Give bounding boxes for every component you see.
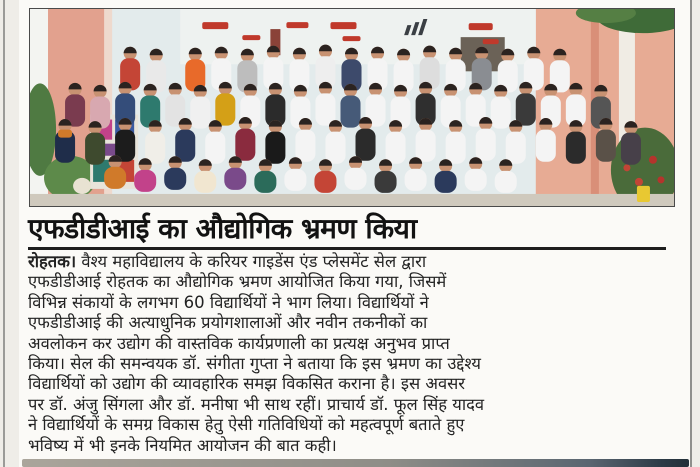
body-line: ने विद्यार्थियों के समग्र विकास हेतु ऐसी गतिविधियों को महत्वपूर्ण बताते हुए: [28, 415, 465, 435]
body-line: किया। सेल की समन्वयक डॉ. संगीता गुप्ता ने बताया कि इस भ्रमण का उद्देश्य: [28, 354, 481, 374]
group-photo: [29, 8, 675, 207]
clipping-right-edge: [690, 0, 692, 467]
body-line: भविष्य में भी इनके नियमित आयोजन की बात कही।: [28, 435, 337, 455]
body-line: विभिन्न संकायों के लगभग 60 विद्यार्थियों ने भाग लिया। विद्यार्थियों ने: [28, 292, 429, 312]
headline-underline: [28, 247, 666, 250]
body-line-text: वैश्य महाविद्यालय के करियर गाइडेंस एंड प्लेसमेंट सेल द्वारा: [76, 252, 427, 271]
next-clipping-edge: [22, 459, 689, 467]
body-line: विद्यार्थियों को उद्योग की व्यावहारिक समझ विकसित कराना है। इस अवसर: [28, 374, 466, 394]
article-headline: एफडीडीआई का औद्योगिक भ्रमण किया: [28, 212, 417, 245]
handbag: [73, 178, 91, 194]
body-line: एफडीडीआई की अत्याधुनिक प्रयोगशालाओं और नवीन तकनीकों का: [28, 313, 428, 333]
body-line: एफडीडीआई रोहतक का औद्योगिक भ्रमण आयोजित किया गया, जिसमें: [28, 272, 447, 292]
dateline: रोहतक।: [28, 252, 77, 271]
body-line: पर डॉ. अंजु सिंगला और डॉ. मनीषा भी साथ रहीं। प्राचार्य डॉ. फूल सिंह यादव: [28, 394, 485, 414]
article-body: [28, 252, 680, 456]
yellow-folder: [637, 186, 650, 202]
group-photo-illustration: [30, 9, 674, 206]
clipping-left-edge: [3, 0, 5, 467]
body-line: अवलोकन कर उद्योग की वास्तविक कार्यप्रणाली का प्रत्यक्ष अनुभव प्राप्त: [28, 333, 450, 353]
body-line: [28, 252, 680, 272]
